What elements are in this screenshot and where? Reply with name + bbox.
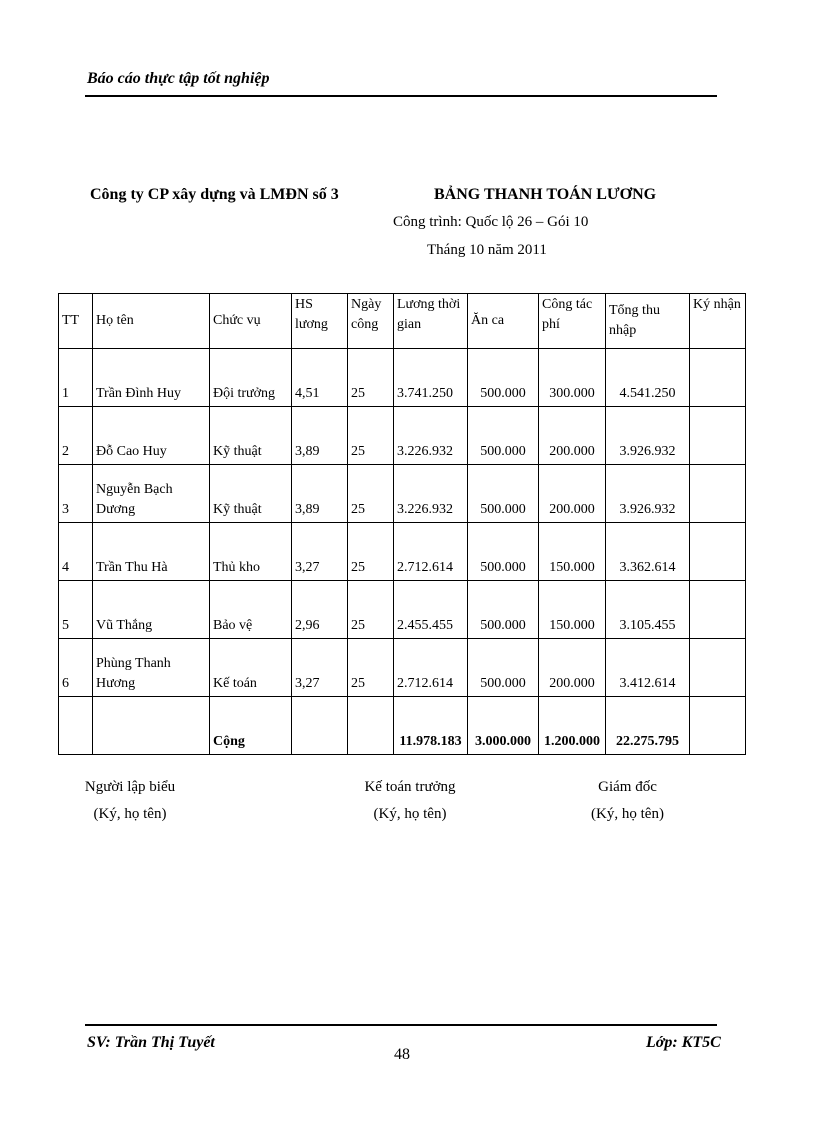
footer-student: SV: Trần Thị Tuyết [87,1034,215,1051]
cell-travel: 200.000 [539,407,606,465]
cell-meal: 500.000 [468,523,539,581]
table-row [59,407,746,465]
cell-time-wage: 2.712.614 [394,523,468,581]
cell-workdays: 25 [348,523,394,581]
cell-total-income: 3.926.932 [606,407,690,465]
cell-coefficient: 4,51 [292,349,348,407]
cell-workdays [348,697,394,755]
document-title: BẢNG THANH TOÁN LƯƠNG [434,186,657,203]
cell-workdays: 25 [348,349,394,407]
cell-workdays: 25 [348,581,394,639]
signature-note: (Ký, họ tên) [93,806,167,822]
signature-note: (Ký, họ tên) [591,806,664,822]
cell-name: Trần Thu Hà [93,523,210,581]
cell-total-income: 3.412.614 [606,639,690,697]
cell-tt: 4 [59,523,93,581]
col-header-workdays: Ngày công [348,294,394,349]
cell-signature [690,581,746,639]
total-time-wage: 11.978.183 [394,697,468,755]
table-row [59,349,746,407]
cell-position: Đội trưởng [210,349,292,407]
col-header-total-income: Tổng thu nhập [606,294,690,349]
cell-tt: 1 [59,349,93,407]
cell-tt: 2 [59,407,93,465]
col-header-time-wage: Lương thời gian [394,294,468,349]
signature-block-chief-accountant [355,774,465,828]
project-name: Công trình: Quốc lộ 26 – Gói 10 [393,214,589,230]
cell-travel: 200.000 [539,639,606,697]
cell-workdays: 25 [348,639,394,697]
signature-role: Giám đốc [598,779,657,795]
col-header-position: Chức vụ [210,294,292,349]
cell-meal: 500.000 [468,639,539,697]
total-label: Cộng [210,697,292,755]
cell-position: Bảo vệ [210,581,292,639]
cell-signature [690,639,746,697]
cell-tt: 3 [59,465,93,523]
col-header-name: Họ tên [93,294,210,349]
cell-name: Đỗ Cao Huy [93,407,210,465]
cell-position: Kỹ thuật [210,407,292,465]
table-header-row [59,294,746,349]
cell-coefficient: 3,27 [292,639,348,697]
cell-coefficient: 3,89 [292,407,348,465]
cell-name: Nguyễn Bạch Dương [93,465,210,523]
footer-rule [85,1024,717,1026]
report-header-title: Báo cáo thực tập tốt nghiệp [87,70,270,87]
col-header-signature: Ký nhận [690,294,746,349]
cell-total-income: 3.105.455 [606,581,690,639]
cell-meal: 500.000 [468,465,539,523]
cell-tt: 6 [59,639,93,697]
page-number: 48 [394,1046,410,1063]
cell-coefficient: 3,27 [292,523,348,581]
cell-workdays: 25 [348,465,394,523]
cell-signature [690,465,746,523]
cell-name [93,697,210,755]
col-header-tt: TT [59,294,93,349]
cell-time-wage: 3.226.932 [394,407,468,465]
cell-name: Vũ Thắng [93,581,210,639]
cell-name: Phùng Thanh Hương [93,639,210,697]
total-income: 22.275.795 [606,697,690,755]
cell-meal: 500.000 [468,581,539,639]
cell-travel: 200.000 [539,465,606,523]
company-name: Công ty CP xây dựng và LMĐN số 3 [90,186,339,203]
signature-block-director [580,774,675,828]
cell-total-income: 3.362.614 [606,523,690,581]
table-total-row [59,697,746,755]
cell-time-wage: 3.741.250 [394,349,468,407]
cell-time-wage: 2.455.455 [394,581,468,639]
cell-meal: 500.000 [468,349,539,407]
table-row [59,465,746,523]
period: Tháng 10 năm 2011 [427,242,547,258]
cell-meal: 500.000 [468,407,539,465]
cell-tt: 5 [59,581,93,639]
header-rule [85,95,717,97]
signature-block-preparer [80,774,180,828]
cell-travel: 300.000 [539,349,606,407]
total-meal: 3.000.000 [468,697,539,755]
table-row [59,523,746,581]
cell-total-income: 3.926.932 [606,465,690,523]
cell-signature [690,407,746,465]
cell-travel: 150.000 [539,523,606,581]
cell-position: Thủ kho [210,523,292,581]
table-row [59,581,746,639]
cell-signature [690,697,746,755]
total-travel: 1.200.000 [539,697,606,755]
cell-coefficient: 2,96 [292,581,348,639]
cell-coefficient: 3,89 [292,465,348,523]
cell-signature [690,349,746,407]
cell-name: Trần Đình Huy [93,349,210,407]
cell-time-wage: 2.712.614 [394,639,468,697]
cell-tt [59,697,93,755]
payroll-table [58,293,746,755]
signature-role: Người lập biểu [84,779,176,795]
col-header-coefficient: HS lương [292,294,348,349]
cell-total-income: 4.541.250 [606,349,690,407]
cell-time-wage: 3.226.932 [394,465,468,523]
cell-position: Kỹ thuật [210,465,292,523]
cell-travel: 150.000 [539,581,606,639]
footer-class: Lớp: KT5C [646,1034,721,1051]
cell-position: Kế toán [210,639,292,697]
signature-role: Kế toán trưởng [364,779,456,795]
table-row [59,639,746,697]
cell-coefficient [292,697,348,755]
cell-workdays: 25 [348,407,394,465]
col-header-meal: Ăn ca [468,294,539,349]
signature-note: (Ký, họ tên) [373,806,447,822]
col-header-travel: Công tác phí [539,294,606,349]
cell-signature [690,523,746,581]
